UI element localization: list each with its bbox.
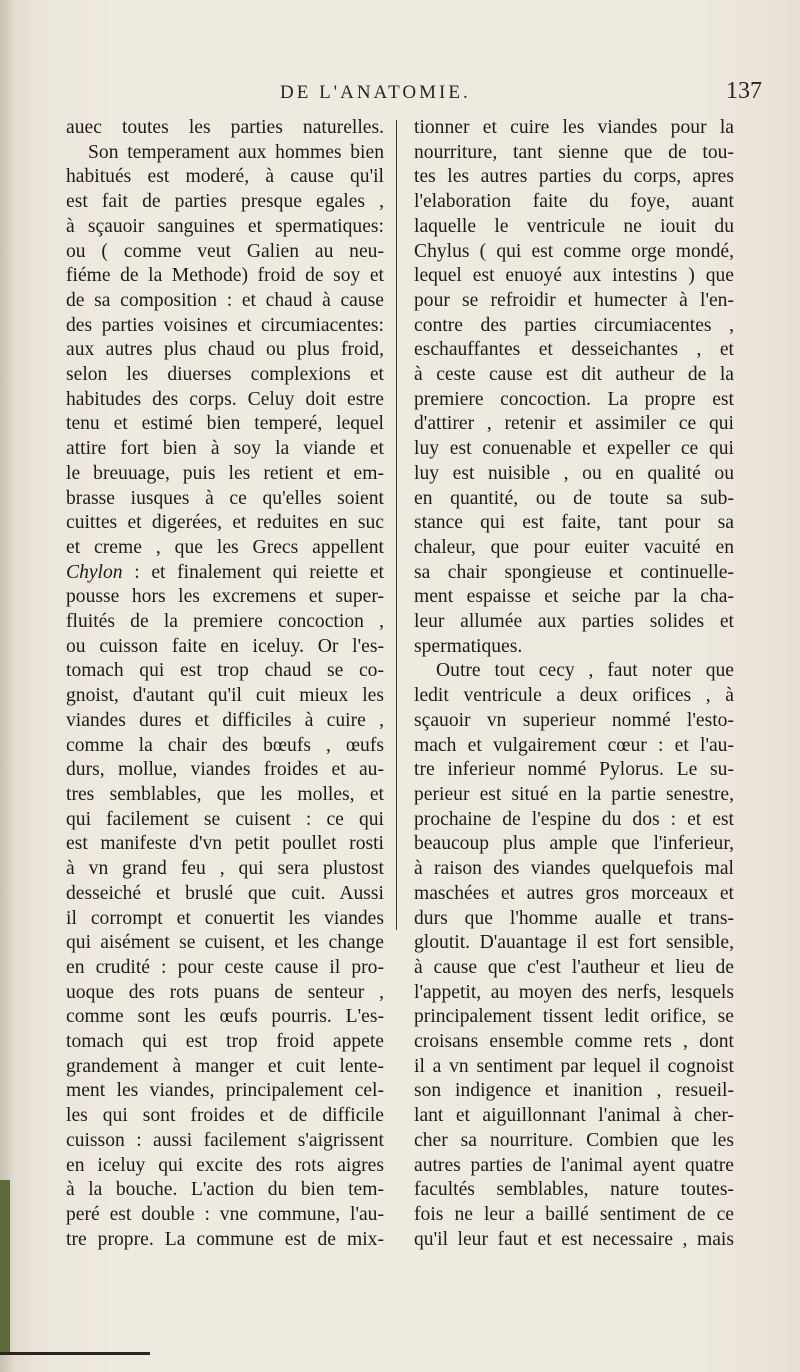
text-line: contre des parties circumiacentes , — [414, 314, 734, 336]
text-line: les qui sont froides et de difficile — [66, 1105, 384, 1127]
text-line: en quantité, ou de toute sa sub- — [414, 487, 734, 509]
text-line: habitués est moderé, à cause qu'il — [66, 166, 384, 188]
text-line: tomach qui est trop froid appete — [66, 1031, 384, 1053]
text-line: l'appetit, au moyen des nerfs, lesquels — [414, 981, 734, 1003]
text-line: à raison des viandes quelquefois mal — [414, 858, 734, 880]
text-line: le breuuage, puis les retient et em- — [66, 462, 384, 484]
text-line: en crudité : pour ceste cause il pro- — [66, 956, 384, 978]
text-line: ledit ventricule a deux orifices , à — [414, 685, 734, 707]
text-line: qu'il leur faut et est necessaire , mais — [414, 1228, 734, 1250]
text-line: comme la chair des bœufs , œufs — [66, 734, 384, 756]
text-line: durs que l'homme aualle et trans- — [414, 907, 734, 929]
text-line: sa chair spongieuse et continuelle- — [414, 561, 734, 583]
text-line: premiere concoction. La propre est — [414, 388, 734, 410]
text-line: d'attirer , retenir et assimiler ce qui — [414, 413, 734, 435]
text-line: Chylon : et finalement qui reiette et — [66, 561, 384, 583]
text-line: nourriture, tant sienne que de tou- — [414, 141, 734, 163]
text-line: qui aisément se cuisent, et les change — [66, 932, 384, 954]
bottom-rule — [0, 1352, 150, 1355]
header-title: DE L'ANATOMIE. — [280, 82, 471, 103]
text-line: selon les diuerses complexions et — [66, 364, 384, 386]
text-line: pour se refroidir et humecter à l'en- — [414, 289, 734, 311]
text-line: fois ne leur a baillé sentiment de ce — [414, 1203, 734, 1225]
text-line: fluités de la premiere concoction , — [66, 611, 384, 633]
text-line: sçauoir vn superieur nommé l'esto- — [414, 709, 734, 731]
page-edge — [0, 1180, 10, 1355]
text-line: aux autres plus chaud ou plus froid, — [66, 339, 384, 361]
text-line: comme sont les œufs pourris. L'es- — [66, 1006, 384, 1028]
text-line: fiéme de la Methode) froid de soy et — [66, 265, 384, 287]
text-line: lequel est enuoyé aux intestins ) que — [414, 265, 734, 287]
text-line: ou cuisson faite en iceluy. Or l'es- — [66, 635, 384, 657]
text-line: durs, mollue, viandes froides et au- — [66, 759, 384, 781]
text-line: facultés semblables, nature toutes- — [414, 1179, 734, 1201]
page-number: 137 — [726, 78, 762, 104]
text-line: des parties voisines et circumiacentes: — [66, 314, 384, 336]
text-line: tres semblables, que les molles, et — [66, 783, 384, 805]
text-line: tes les autres parties du corps, apres — [414, 166, 734, 188]
text-line: ment les viandes, principalement cel- — [66, 1080, 384, 1102]
text-line: à cause que c'est l'autheur et lieu de — [414, 956, 734, 978]
text-line: Chylus ( qui est comme orge mondé, — [414, 240, 734, 262]
text-line: est fait de parties presque egales , — [66, 191, 384, 213]
text-line: à la bouche. L'action du bien tem- — [66, 1179, 384, 1201]
text-line: peré est double : vne commune, l'au- — [66, 1203, 384, 1225]
text-line: grandement à manger et cuit lente- — [66, 1055, 384, 1077]
page-gutter-shadow — [0, 0, 14, 1372]
text-line: cuisson : aussi facilement s'aigrissent — [66, 1129, 384, 1151]
text-line: Son temperament aux hommes bien — [88, 141, 384, 163]
text-line: cuittes et digerées, et reduites en suc — [66, 512, 384, 534]
text-line: autres parties de l'animal ayent quatre — [414, 1154, 734, 1176]
text-line: eschauffantes et desseichantes , et — [414, 339, 734, 361]
text-line: viandes dures et difficiles à cuire , — [66, 709, 384, 731]
text-line: il corrompt et conuertit les viandes — [66, 907, 384, 929]
text-line: beaucoup plus ample que l'inferieur, — [414, 833, 734, 855]
text-line: cher sa nourriture. Combien que les — [414, 1129, 734, 1151]
text-line: à vn grand feu , qui sera plustost — [66, 858, 384, 880]
text-line: desseiché et bruslé que cuit. Aussi — [66, 882, 384, 904]
text-line: prochaine de l'espine du dos : et est — [414, 808, 734, 830]
text-line: tionner et cuire les viandes pour la — [414, 117, 734, 138]
text-line: tre propre. La commune est de mix- — [66, 1228, 384, 1250]
text-line: stance qui est faite, tant pour sa — [414, 512, 734, 534]
text-line: laquelle le ventricule ne iouit du — [414, 215, 734, 237]
text-line: perieur est situé en la partie senestre, — [414, 783, 734, 805]
running-head — [60, 78, 770, 118]
text-line: mach et vulgairement cœur : et l'au- — [414, 734, 734, 756]
text-line: ou ( comme veut Galien au neu- — [66, 240, 384, 262]
text-line: brasse iusques à ce qu'elles soient — [66, 487, 384, 509]
text-line: tenu et estimé bien temperé, lequel — [66, 413, 384, 435]
text-line: spermatiques. — [414, 635, 523, 657]
text-line: pousse hors les excremens et super- — [66, 586, 384, 608]
column-divider-bracket — [396, 120, 403, 930]
text-line: croisans ensemble comme rets , dont — [414, 1031, 734, 1053]
text-line: principalement tissent ledit orifice, se — [414, 1006, 734, 1028]
text-line: tomach qui est trop chaud se co- — [66, 660, 384, 682]
text-line: luy est nuisible , ou en qualité ou — [414, 462, 734, 484]
text-line: leur allumée aux parties solides et — [414, 611, 734, 633]
text-line: tre inferieur nommé Pylorus. Le su- — [414, 759, 734, 781]
text-line: ment espaisse et seiche par la cha- — [414, 586, 734, 608]
text-line: en iceluy qui excite des rots aigres — [66, 1154, 384, 1176]
text-line: à sçauoir sanguines et spermatiques: — [66, 215, 384, 237]
text-line: lant et aiguillonnant l'animal à cher- — [414, 1105, 734, 1127]
text-line: gnoist, d'autant qu'il cuit mieux les — [66, 685, 384, 707]
text-line: il a vn sentiment par lequel il cognoist — [414, 1055, 734, 1077]
text-line: de sa composition : et chaud à cause — [66, 289, 384, 311]
text-line: gloutit. D'auantage il est fort sensible, — [414, 932, 734, 954]
text-line: auec toutes les parties naturelles. — [66, 117, 384, 138]
text-line: luy est conuenable et expeller ce qui — [414, 438, 734, 460]
text-line: à ceste cause est dit autheur de la — [414, 364, 734, 386]
text-line: son indigence et inanition , resueil- — [414, 1080, 734, 1102]
text-line: Outre tout cecy , faut noter que — [436, 660, 734, 682]
right-text-column — [414, 116, 734, 1252]
text-line: attire fort bien à soy la viande et — [66, 438, 384, 460]
text-line: l'elaboration faite du foye, auant — [414, 191, 734, 213]
text-line: et creme , que les Grecs appellent — [66, 536, 384, 558]
left-text-column — [66, 116, 384, 1252]
text-line: habitudes des corps. Celuy doit estre — [66, 388, 384, 410]
text-line: maschées et autres gros morceaux et — [414, 882, 734, 904]
text-line: uoque des rots puans de senteur , — [66, 981, 384, 1003]
text-line: est manifeste d'vn petit poullet rosti — [66, 833, 384, 855]
text-line: qui facilement se cuisent : ce qui — [66, 808, 384, 830]
text-line: chaleur, que pour euiter vacuité en — [414, 536, 734, 558]
